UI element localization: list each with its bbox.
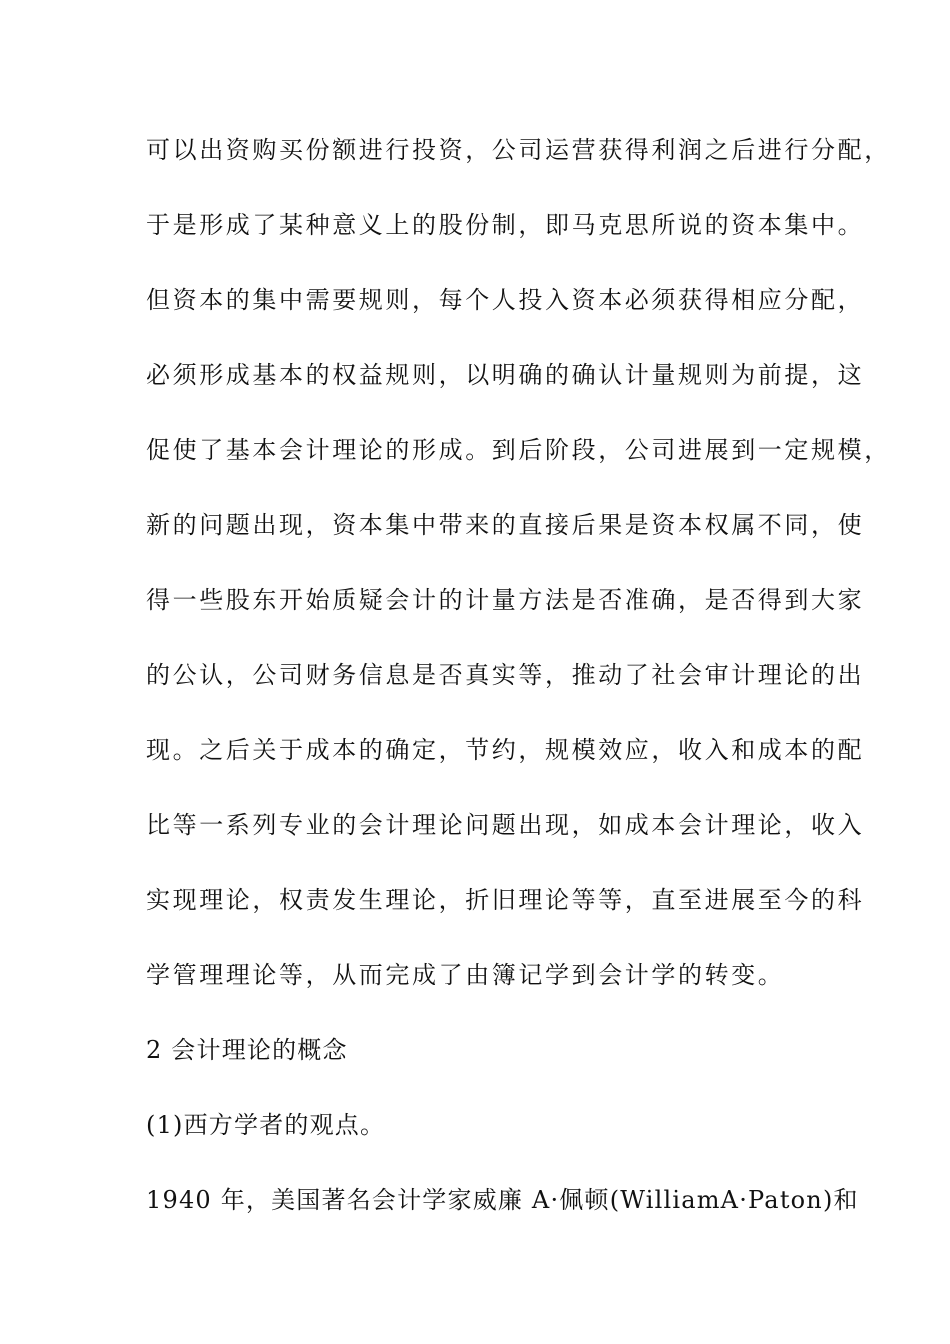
paragraph-line: 比等一系列专业的会计理论问题出现，如成本会计理论，收入 [146, 811, 865, 839]
paragraph-line: 促使了基本会计理论的形成。到后阶段，公司进展到一定规模， [146, 436, 891, 464]
paragraph-line: 得一些股东开始质疑会计的计量方法是否准确，是否得到大家 [146, 586, 865, 614]
subsection-heading: (1)西方学者的观点。 [146, 1111, 386, 1139]
paragraph-line: 1940 年，美国著名会计学家威廉 A·佩顿(WilliamA·Paton)和 [146, 1186, 859, 1214]
section-heading: 2 会计理论的概念 [146, 1036, 348, 1064]
paragraph-line: 于是形成了某种意义上的股份制，即马克思所说的资本集中。 [146, 211, 865, 239]
paragraph-line: 新的问题出现，资本集中带来的直接后果是资本权属不同，使 [146, 511, 865, 539]
paragraph-line: 现。之后关于成本的确定，节约，规模效应，收入和成本的配 [146, 736, 865, 764]
paragraph-line: 必须形成基本的权益规则，以明确的确认计量规则为前提，这 [146, 361, 865, 389]
paragraph-line: 学管理理论等，从而完成了由簿记学到会计学的转变。 [146, 961, 785, 989]
paragraph-line: 可以出资购买份额进行投资，公司运营获得利润之后进行分配， [146, 136, 891, 164]
paragraph-line: 的公认，公司财务信息是否真实等，推动了社会审计理论的出 [146, 661, 865, 689]
paragraph-line: 但资本的集中需要规则，每个人投入资本必须获得相应分配， [146, 286, 865, 314]
paragraph-line: 实现理论，权责发生理论，折旧理论等等，直至进展至今的科 [146, 886, 865, 914]
